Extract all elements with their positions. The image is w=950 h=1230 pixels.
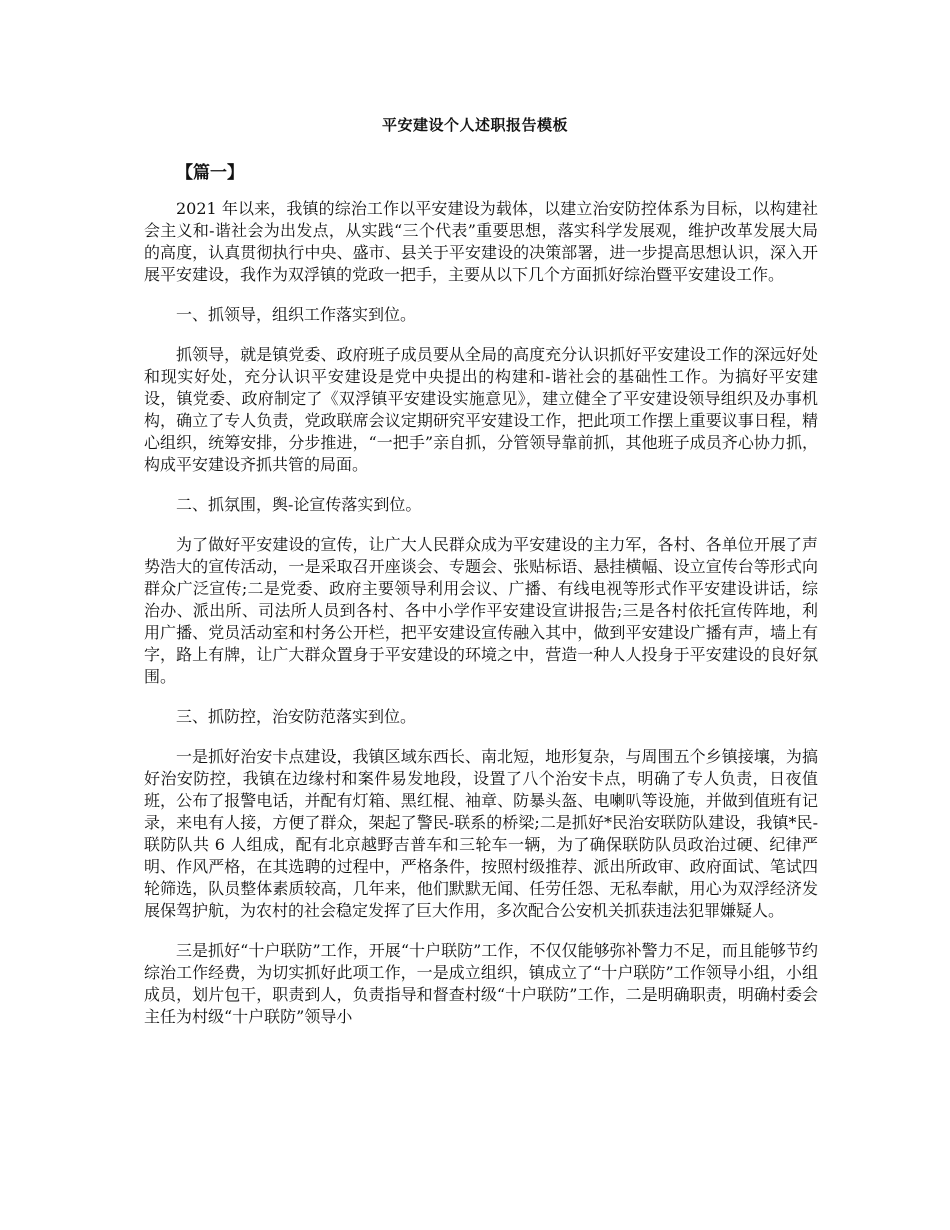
section-heading-3: 三、抓防控，治安防范落实到位。 <box>176 707 417 726</box>
section-heading-1: 一、抓领导，组织工作落实到位。 <box>176 305 417 324</box>
document-body <box>144 198 818 1046</box>
section-heading-2: 二、抓氛围，舆-论宣传落实到位。 <box>176 495 422 514</box>
section-label: 【篇一】 <box>176 163 244 183</box>
paragraph-leadership: 抓领导，就是镇党委、政府班子成员要从全局的高度充分认识抓好平安建设工作的深远好处和现实好处，充分认识平安建设是党中央提出的构建和-谐社会的基础性工作。为搞好平安建设，镇党委、政府制定了《双浮镇平安建设实施意见》，建立健全了平安建设领导组织及办事机构，确立了专人负责，党政联席会议定期研究平安建设工作，把此项工作摆上重要议事日程，精心组织，统筹安排，分步推进，“一把手”亲自抓，分管领导靠前抓，其他班子成员齐心协力抓，构成平安建设齐抓共管的局面。 <box>144 345 818 474</box>
paragraph-prevention: 一是抓好治安卡点建设，我镇区域东西长、南北短，地形复杂，与周围五个乡镇接壤，为搞好治安防控，我镇在边缘村和案件易发地段，设置了八个治安卡点，明确了专人负责，日夜值班，公布了报警电话，并配有灯箱、黑红棍、袖章、防暴头盔、电喇叭等设施，并做到值班有记录，来电有人接，方便了群众，架起了警民-联系的桥梁;二是抓好*民治安联防队建设，我镇*民-联防队共 6 人组成，配有北京越野吉普车和三轮车一辆，为了确保联防队员政治过硬、纪律严明、作风严格，在其选聘的过程中，严格条件，按照村级推荐、派出所政审、政府面试、笔试四轮筛选，队员整体素质较高，几年来，他们默默无闻、任劳任怨、无私奉献，用心为双浮经济发展保驾护航，为农村的社会稳定发挥了巨大作用，多次配合公安机关抓获违法犯罪嫌疑人。 <box>144 747 818 920</box>
paragraph-ten-household: 三是抓好“十户联防”工作，开展“十户联防”工作，不仅仅能够弥补警力不足，而且能够节约综治工作经费，为切实抓好此项工作，一是成立组织，镇成立了“十户联防”工作领导小组，小组成员，划片包干，职责到人，负责指导和督查村级“十户联防”工作，二是明确职责，明确村委会主任为村级“十户联防”领导小 <box>144 941 818 1026</box>
paragraph-intro: 2021 年以来，我镇的综治工作以平安建设为载体，以建立治安防控体系为目标，以构建社会主义和-谐社会为出发点，从实践“三个代表”重要思想，落实科学发展观，维护改革发展大局的高度，认真贯彻执行中央、盛市、县关于平安建设的决策部署，进一步提高思想认识，深入开展平安建设，我作为双浮镇的党政一把手，主要从以下几个方面抓好综治暨平安建设工作。 <box>144 199 818 284</box>
document-title: 平安建设个人述职报告模板 <box>381 116 568 134</box>
paragraph-publicity: 为了做好平安建设的宣传，让广大人民群众成为平安建设的主力军，各村、各单位开展了声势浩大的宣传活动，一是采取召开座谈会、专题会、张贴标语、悬挂横幅、设立宣传台等形式向群众广泛宣传;二是党委、政府主要领导利用会议、广播、有线电视等形式作平安建设讲话，综治办、派出所、司法所人员到各村、各中小学作平安建设宣讲报告;三是各村依托宣传阵地，利用广播、党员活动室和村务公开栏，把平安建设宣传融入其中，做到平安建设广播有声，墙上有字，路上有牌，让广大群众置身于平安建设的环境之中，营造一种人人投身于平安建设的良好氛围。 <box>144 535 818 686</box>
